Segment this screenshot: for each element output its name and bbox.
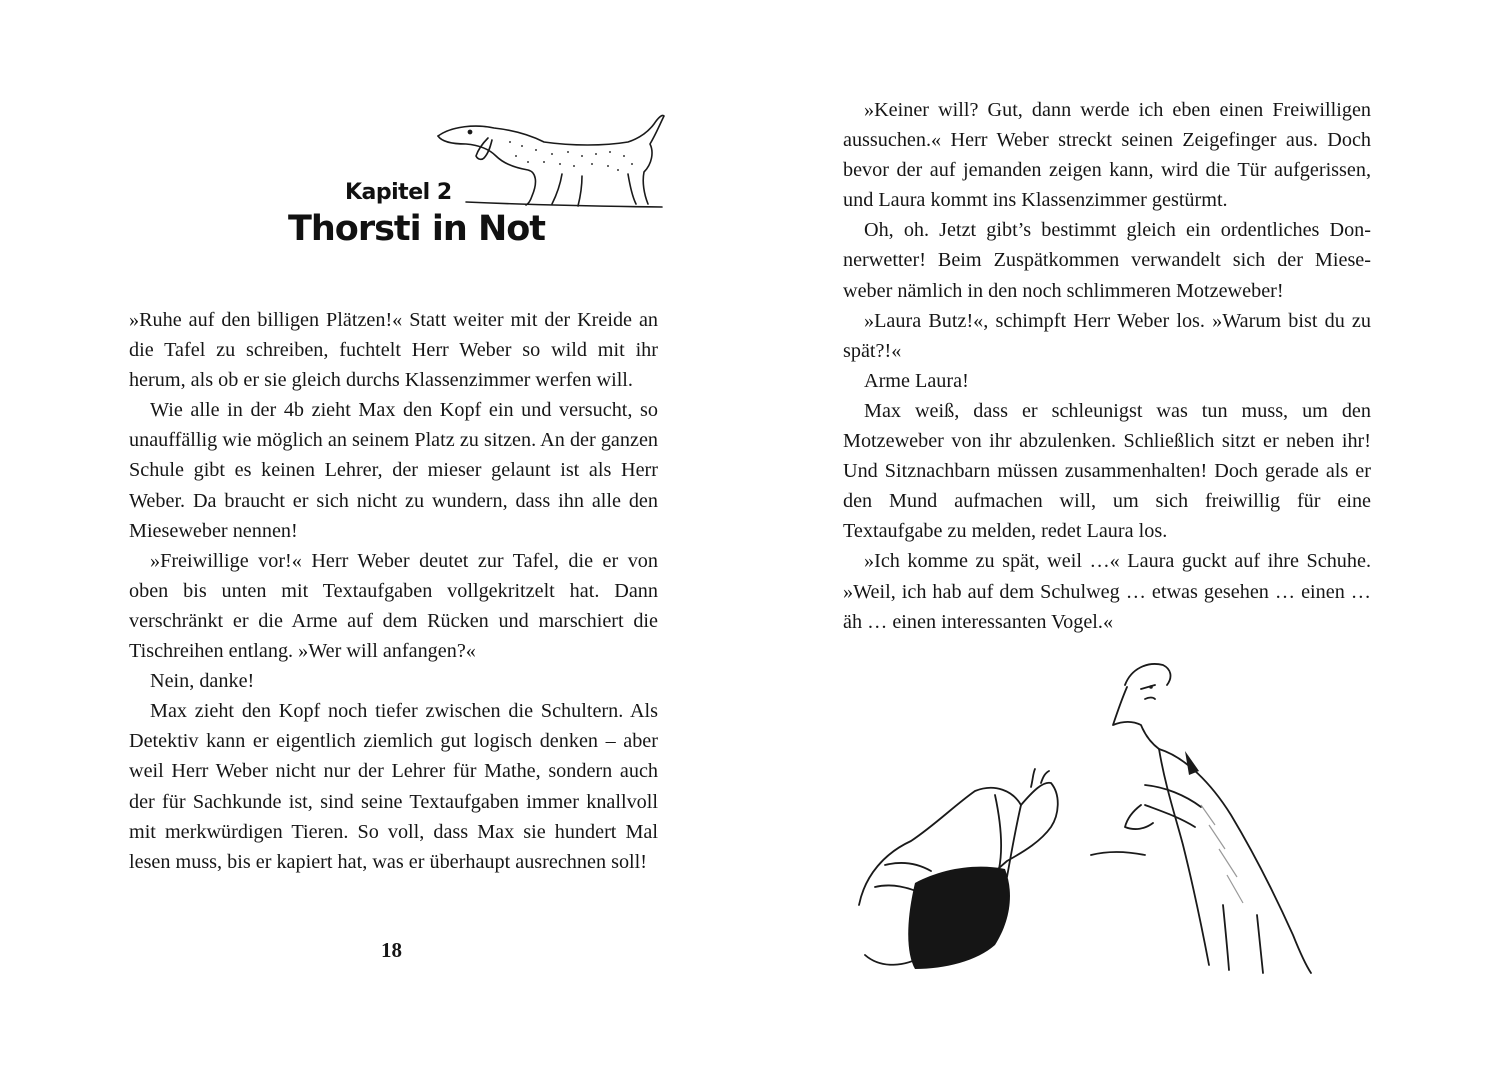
- paragraph: Max weiß, dass er schleunigst was tun muss, um den Motzeweber von ihr abzulenken. Schließlich sitzt er neben ihr! Und Sitznachbarn müssen zusammenhalten! Doch gerade als er den Mund aufmachen will, um sich freiwillig für eine Textaufgabe zu melden, redet Laura los.: [843, 399, 1371, 543]
- paragraph: »Freiwillige vor!« Herr Weber deutet zur Tafel, die er von oben bis unten mit Textaufgaben vollgekritzelt hat. Dann verschränkt er die Arme auf dem Rücken und marschiert die Tischreihen entlang. »Wer will anfangen?«: [129, 549, 658, 663]
- teacher-and-girl-illustration: [845, 655, 1385, 980]
- teacher-shading: [1201, 805, 1243, 903]
- paragraph: Oh, oh. Jetzt gibt’s bestimmt gleich ein ordentliches Donnerwetter! Beim Zuspätkommen verwandelt sich der Mieseweber nämlich in den noch schlimmeren Motzeweber!: [843, 219, 1371, 302]
- paragraph: »Ruhe auf den billigen Plätzen!« Statt weiter mit der Kreide an die Tafel zu schreiben, fuchtelt Herr Weber so wild mit ihr herum, als ob er sie gleich durchs Klassenzimmer werfen will.: [129, 309, 658, 392]
- right-page-text: [843, 95, 1371, 637]
- paragraph: »Laura Butz!«, schimpft Herr Weber los. »Warum bist du zu spät?!«: [843, 309, 1371, 362]
- dog-illustration: [432, 112, 668, 212]
- left-page-text: [129, 305, 658, 877]
- right-page: [750, 0, 1500, 1086]
- paragraph: »Ich komme zu spät, weil …« Laura guckt auf ihre Schuhe. »Weil, ich hab auf dem Schulweg … etwas gesehen … einen … äh … einen interessanten Vogel.«: [843, 550, 1371, 633]
- chapter-label: Kapitel 2: [345, 180, 452, 205]
- paragraph: Nein, danke!: [150, 670, 255, 693]
- paragraph: »Keiner will? Gut, dann werde ich eben einen Freiwilligen aussuchen.« Herr Weber streckt seinen Zeigefinger aus. Doch bevor der auf jemanden zeigen kann, wird die Tür aufgerissen, und Laura kommt ins Klassenzimmer gestürmt.: [843, 99, 1371, 212]
- chapter-title: Thorsti in Not: [288, 209, 546, 249]
- page-number: 18: [381, 938, 402, 962]
- paragraph: Max zieht den Kopf noch tiefer zwischen die Schultern. Als Detektiv kann er eigentlich ziemlich gut logisch denken – aber weil Herr Weber nicht nur der Lehrer für Mathe, sondern auch der für Sachkunde ist, sind seine Textaufgaben immer knallvoll mit merkwürdigen Tieren. So voll, dass Max sie hundert Mal lesen muss, bis er kapiert hat, was er überhaupt ausrechnen soll!: [129, 700, 658, 873]
- paragraph: Arme Laura!: [864, 369, 969, 392]
- teacher-figure: [1091, 664, 1311, 973]
- paragraph: Wie alle in der 4b zieht Max den Kopf ein und versucht, so unauffällig wie möglich an seinem Platz zu sitzen. An der ganzen Schule gibt es keinen Lehrer, der mieser gelaunt ist als Herr Weber. Da braucht er sich nicht zu wundern, dass ihn alle den Mieseweber nennen!: [129, 399, 658, 542]
- girl-dark-cape: [908, 867, 1010, 969]
- teacher-face-details: [1149, 685, 1199, 775]
